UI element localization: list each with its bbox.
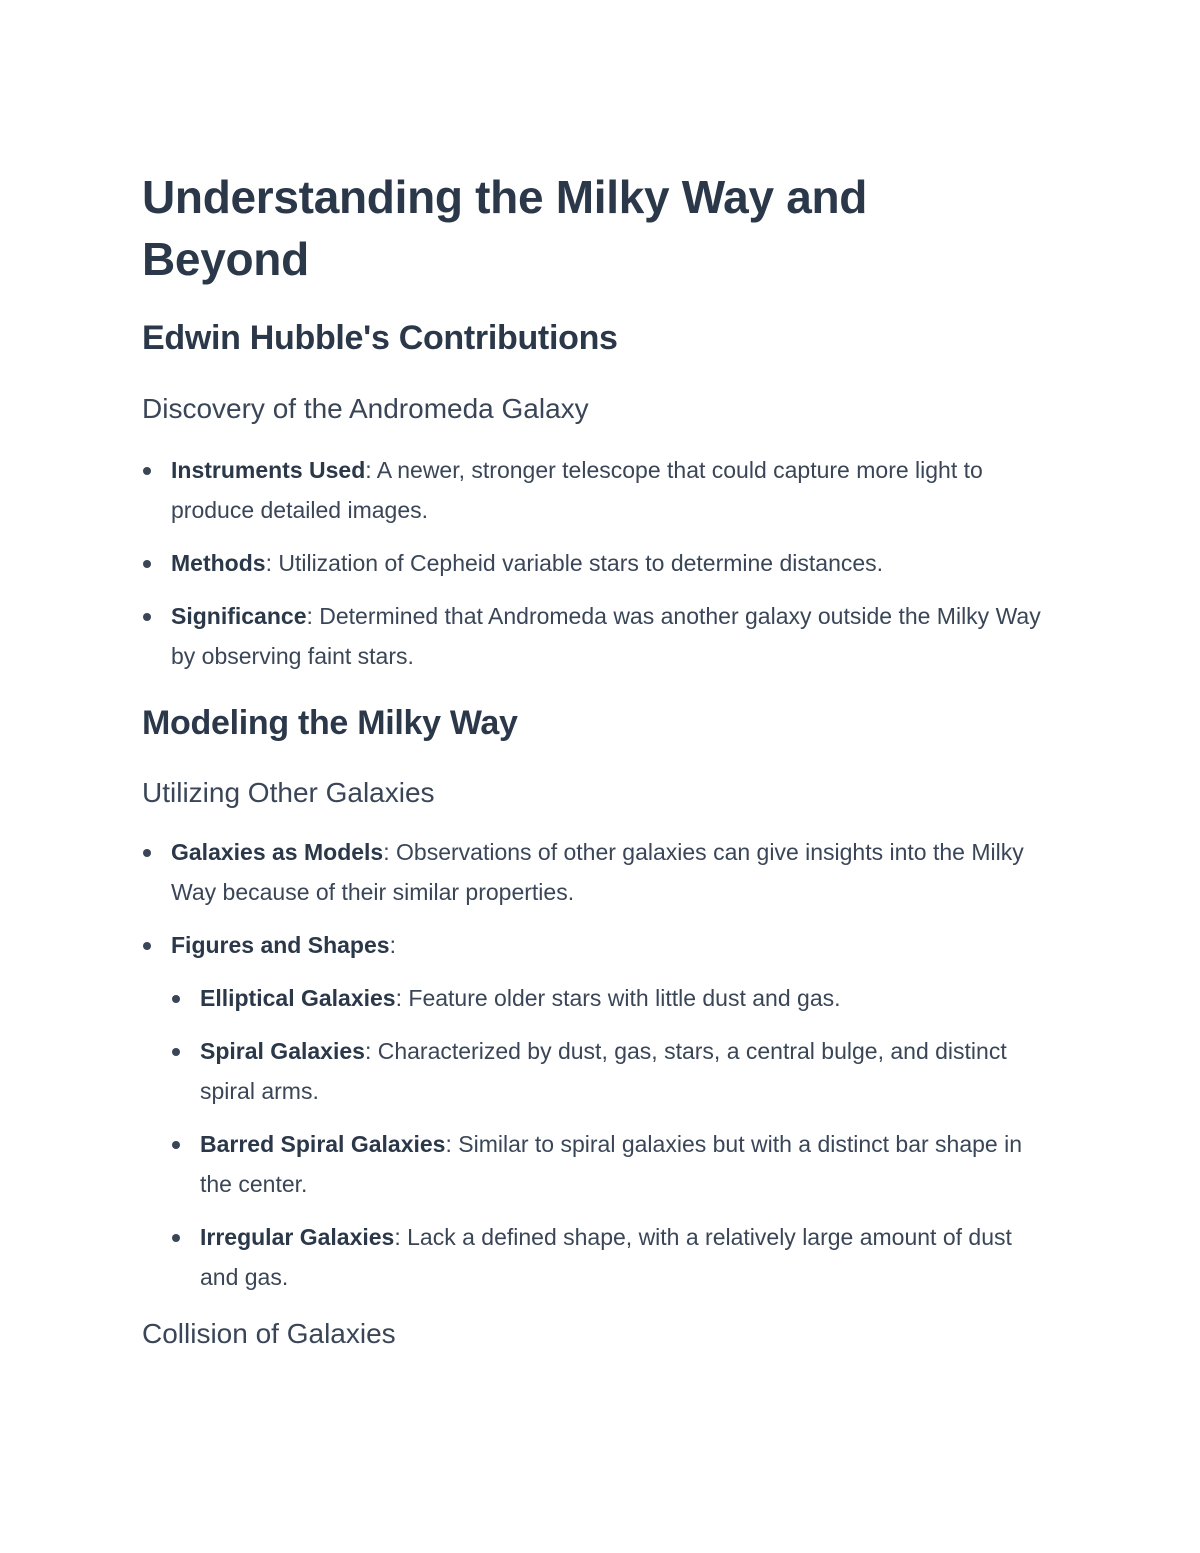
list-item: Methods: Utilization of Cepheid variable stars to determine distances. xyxy=(142,543,1042,583)
item-text: Lack a defined shape, with a relatively large amount of dust and gas. xyxy=(200,1224,1012,1290)
nested-list-item: Barred Spiral Galaxies: Similar to spiral galaxies but with a distinct bar shape in the center. xyxy=(171,1124,1042,1204)
item-label: Elliptical Galaxies xyxy=(200,985,396,1011)
list-item: Instruments Used: A newer, stronger telescope that could capture more light to produce detailed images. xyxy=(142,450,1042,530)
nested-list-item: Spiral Galaxies: Characterized by dust, gas, stars, a central bulge, and distinct spiral arms. xyxy=(171,1031,1042,1111)
subheading-other-galaxies: Utilizing Other Galaxies xyxy=(142,777,435,808)
section-heading-hubble: Edwin Hubble's Contributions xyxy=(142,319,618,357)
list-item: Significance: Determined that Andromeda was another galaxy outside the Milky Way by observing faint stars. xyxy=(142,596,1042,676)
subheading-andromeda: Discovery of the Andromeda Galaxy xyxy=(142,393,589,424)
item-text: Observations of other galaxies can give insights into the Milky Way because of their similar properties. xyxy=(171,839,1024,905)
nested-bullet-list xyxy=(171,978,1042,1297)
section-heading-modeling: Modeling the Milky Way xyxy=(142,704,518,742)
page-title: Understanding the Milky Way and Beyond xyxy=(142,171,868,285)
item-label: Instruments Used xyxy=(171,457,366,483)
item-text: Feature older stars with little dust and gas. xyxy=(408,985,841,1011)
item-text: A newer, stronger telescope that could capture more light to produce detailed images. xyxy=(171,457,983,523)
item-text: Utilization of Cepheid variable stars to determine distances. xyxy=(278,550,884,576)
item-label: Significance xyxy=(171,603,307,629)
item-text: Characterized by dust, gas, stars, a central bulge, and distinct spiral arms. xyxy=(200,1038,1007,1104)
nested-list-item: Irregular Galaxies: Lack a defined shape, with a relatively large amount of dust and gas. xyxy=(171,1217,1042,1297)
item-text: Similar to spiral galaxies but with a distinct bar shape in the center. xyxy=(200,1131,1023,1197)
nested-list-item: Elliptical Galaxies: Feature older stars with little dust and gas. xyxy=(171,978,1042,1018)
item-label: Figures and Shapes xyxy=(171,932,390,958)
subheading-collision: Collision of Galaxies xyxy=(142,1318,396,1349)
list-item: Galaxies as Models: Observations of other galaxies can give insights into the Milky Way because of their similar properties. xyxy=(142,832,1042,912)
item-label: Methods xyxy=(171,550,266,576)
item-label: Irregular Galaxies xyxy=(200,1224,395,1250)
item-label: Barred Spiral Galaxies xyxy=(200,1131,446,1157)
item-label: Galaxies as Models xyxy=(171,839,384,865)
list-item: Figures and Shapes: Elliptical Galaxies: Feature older stars with little dust and gas. Spiral Galaxies: Characterized by dust, gas, stars, a central bulge, and distinct spiral arms. Barred Spiral Galaxies: Similar to spiral galaxies but with a distinct bar shape in the center. Irregular Galaxies: Lack a defined shape, with a relatively large amount of dust and gas. xyxy=(142,925,1042,1297)
bullet-list-hubble xyxy=(142,450,1042,676)
bullet-list-modeling xyxy=(142,832,1042,1297)
item-text: Determined that Andromeda was another galaxy outside the Milky Way by observing faint stars. xyxy=(171,603,1041,669)
item-label: Spiral Galaxies xyxy=(200,1038,365,1064)
